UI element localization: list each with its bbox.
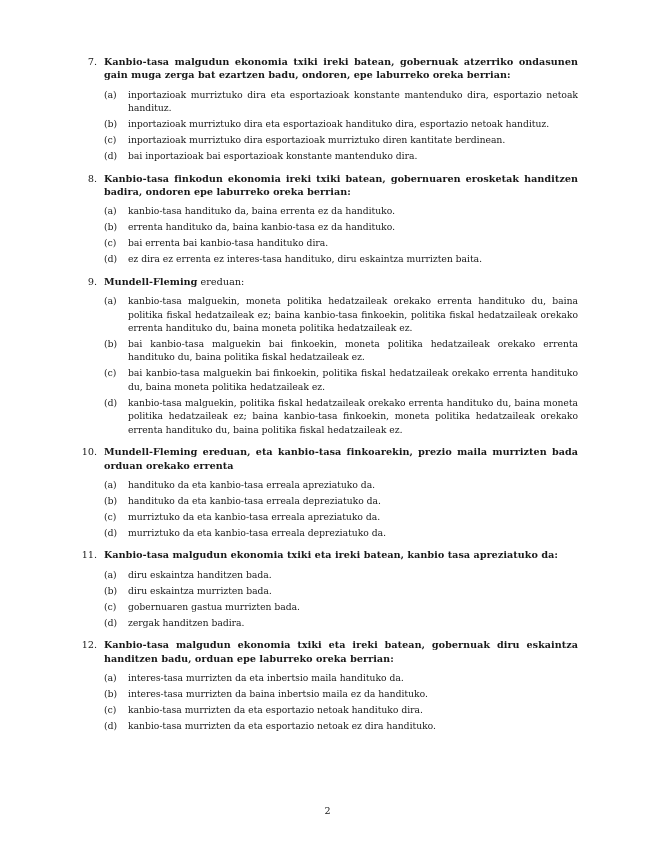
answer-option (0, 221, 655, 234)
option-text: kanbio-tasa handituko da, baina errenta ez da handituko. (128, 206, 396, 218)
answer-option (0, 338, 655, 365)
option-text: kanbio-tasa malguekin, moneta politika hedatzaileak orekako errenta handituko du, baina politika fiskal hedatzaileak ez; baina kanbio-tasa finkoekin, politika fiskal hedatzaileak orekako errenta handituko du, baina moneta politika hedatzaileak ez. (128, 296, 578, 335)
option-label: (a) (104, 672, 117, 684)
answer-option (0, 205, 655, 218)
question-number: 12. (81, 640, 97, 652)
answer-option (0, 397, 655, 437)
question-text: Kanbio-tasa finkodun ekonomia ireki txiki batean, gobernuaren erosketak handitzen badira, ondoren epe laburreko oreka berrian: (104, 173, 578, 199)
option-label: (a) (104, 206, 117, 218)
answer-option (0, 585, 655, 598)
answer-option (0, 367, 655, 394)
option-text: kanbio-tasa murrizten da eta esportazio netoak ez dira handituko. (128, 720, 436, 732)
option-text: inportazioak murriztuko dira eta esportazioak handituko dira, esportazio netoak handituz. (128, 119, 550, 131)
answer-options (0, 479, 655, 540)
question-number: 8. (87, 173, 97, 185)
option-label: (d) (104, 617, 118, 629)
question-text: Kanbio-tasa malgudun ekonomia txiki ireki batean, gobernuak atzerriko ondasunen gain muga zerga bat ezartzen badu, ondoren, epe laburreko oreka berrian: (104, 57, 578, 82)
answer-option (0, 569, 655, 582)
option-text: gobernuaren gastua murrizten bada. (128, 601, 300, 613)
option-text: bai kanbio-tasa malguekin bai finkoekin, moneta politika hedatzaileak orekako errenta handituko du, baina politika fiskal hedatzaileak ez. (128, 339, 578, 364)
option-text: diru eskaintza handitzen bada. (128, 569, 272, 581)
option-label: (c) (104, 238, 117, 250)
option-text: murriztuko da eta kanbio-tasa erreala apreziatuko da. (128, 511, 381, 523)
option-text: errenta handituko da, baina kanbio-tasa ez da handituko. (128, 222, 396, 234)
question-9 (0, 276, 655, 437)
option-text: murriztuko da eta kanbio-tasa erreala depreziatuko da. (128, 527, 386, 539)
option-text: inportazioak murriztuko dira esportazioak murriztuko diren kantitate berdinean. (128, 135, 506, 147)
answer-option (0, 118, 655, 131)
option-text: ez dira ez errenta ez interes-tasa handituko, diru eskaintza murrizten baita. (128, 254, 483, 266)
option-text: kanbio-tasa murrizten da eta esportazio netoak handituko dira. (128, 704, 423, 716)
option-label: (c) (104, 368, 117, 380)
question-11 (0, 549, 655, 630)
option-text: inportazioak murriztuko dira eta esportazioak konstante mantenduko dira, esportazio netoak handituz. (128, 89, 578, 115)
question-text: Kanbio-tasa malgudun ekonomia txiki eta ireki batean, kanbio tasa apreziatuko da: (104, 550, 558, 562)
question-number: 11. (81, 550, 97, 562)
option-text: zergak handitzen badira. (128, 617, 245, 629)
option-label: (c) (104, 511, 117, 523)
answer-option (0, 720, 655, 733)
question-7 (0, 56, 655, 164)
option-text: interes-tasa murrizten da baina inbertsio maila ez da handituko. (128, 688, 428, 700)
answer-options (0, 89, 655, 164)
answer-options (0, 295, 655, 437)
option-text: diru eskaintza murrizten bada. (128, 585, 272, 597)
page-number: 2 (324, 806, 331, 817)
answer-option (0, 704, 655, 717)
question-text: Kanbio-tasa malgudun ekonomia txiki eta ireki batean, gobernuak diru eskaintza handitzen badu, orduan epe laburreko oreka berrian: (104, 640, 578, 665)
answer-option (0, 511, 655, 524)
answer-options (0, 672, 655, 733)
answer-option (0, 295, 655, 335)
answer-option (0, 495, 655, 508)
answer-option (0, 672, 655, 685)
option-label: (d) (104, 397, 118, 409)
answer-options (0, 569, 655, 630)
option-label: (a) (104, 296, 117, 308)
answer-option (0, 150, 655, 163)
question-8 (0, 173, 655, 267)
option-text: interes-tasa murrizten da eta inbertsio maila handituko da. (128, 672, 404, 684)
question-list (0, 56, 655, 742)
answer-option (0, 527, 655, 540)
option-label: (b) (104, 119, 118, 131)
option-label: (a) (104, 479, 117, 491)
question-text (104, 276, 578, 289)
option-label: (d) (104, 720, 118, 732)
option-label: (b) (104, 339, 118, 351)
option-label: (a) (104, 89, 117, 101)
question-text: Mundell-Fleming ereduan, eta kanbio-tasa finkoarekin, prezio maila murrizten bada orduan orekako errenta (104, 447, 578, 472)
option-text: bai inportazioak bai esportazioak konstante mantenduko dira. (128, 151, 418, 163)
answer-option (0, 479, 655, 492)
option-text: handituko da eta kanbio-tasa erreala apreziatuko da. (128, 479, 376, 491)
option-label: (d) (104, 151, 118, 163)
answer-option (0, 617, 655, 630)
answer-option (0, 89, 655, 116)
answer-option (0, 253, 655, 266)
question-text-rest: ereduan: (197, 276, 245, 288)
option-text: kanbio-tasa malguekin, politika fiskal hedatzaileak orekako errenta handituko du, baina moneta politika hedatzaileak ez; baina kanbio-tasa finkoekin, moneta politika hedatzaileak orekako errenta handituko du, baina politika fiskal hedatzaileak ez. (128, 397, 578, 436)
option-label: (c) (104, 704, 117, 716)
question-number: 10. (81, 447, 97, 459)
question-number: 7. (87, 57, 97, 68)
answer-option (0, 134, 655, 147)
option-label: (c) (104, 601, 117, 613)
option-label: (b) (104, 688, 118, 700)
option-label: (d) (104, 527, 118, 539)
question-text-bold: Mundell-Fleming (104, 276, 198, 288)
option-label: (d) (104, 254, 118, 266)
question-12 (0, 639, 655, 733)
option-text: handituko da eta kanbio-tasa erreala depreziatuko da. (128, 495, 381, 507)
option-text: bai kanbio-tasa malguekin bai finkoekin, politika fiskal hedatzaileak orekako errenta handituko du, baina moneta politika hedatzaileak ez. (128, 368, 578, 393)
option-label: (c) (104, 135, 117, 147)
answer-options (0, 205, 655, 266)
option-label: (b) (104, 585, 118, 597)
option-text: bai errenta bai kanbio-tasa handituko dira. (128, 238, 329, 250)
question-10 (0, 446, 655, 540)
option-label: (b) (104, 495, 118, 507)
option-label: (b) (104, 222, 118, 234)
answer-option (0, 601, 655, 614)
answer-option (0, 688, 655, 701)
question-number: 9. (87, 276, 97, 288)
answer-option (0, 237, 655, 250)
option-label: (a) (104, 569, 117, 581)
